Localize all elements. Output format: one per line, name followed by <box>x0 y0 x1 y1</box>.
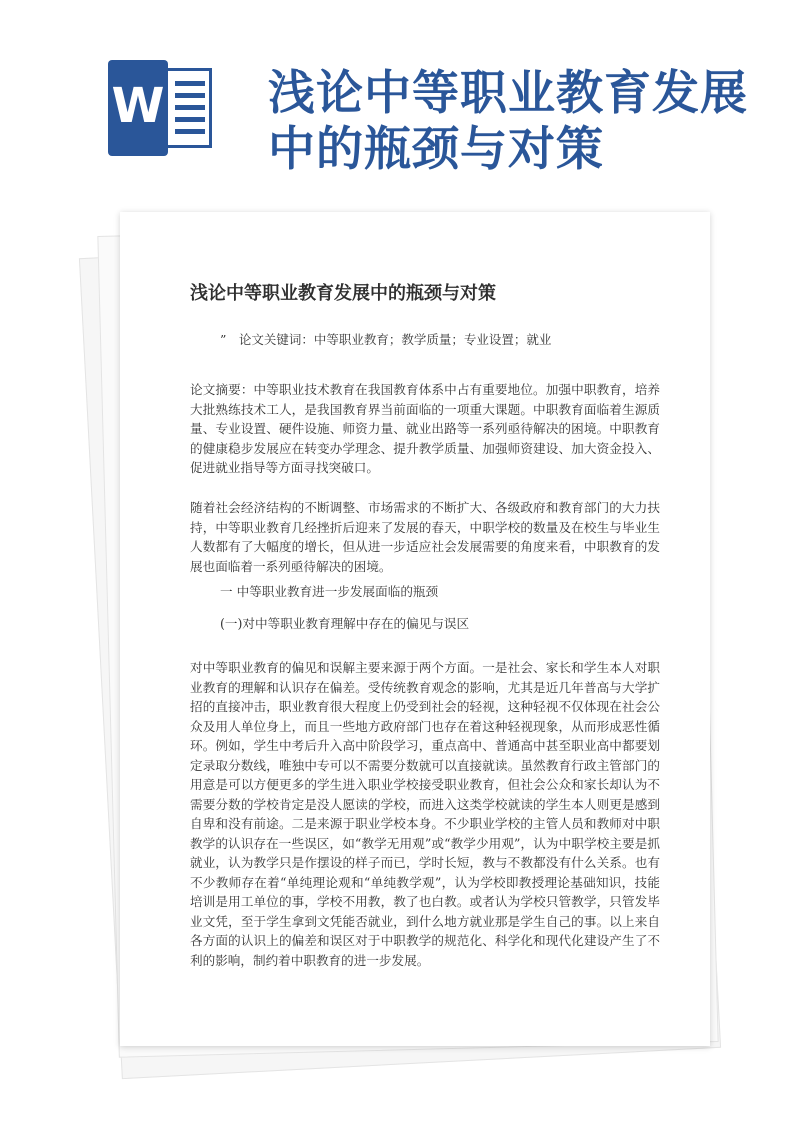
keywords-line: ” 论文关键词：中等职业教育；教学质量；专业设置；就业 <box>220 332 552 347</box>
document-page <box>120 212 710 1046</box>
banner <box>0 0 800 200</box>
section-heading: 一 中等职业教育进一步发展面临的瓶颈 <box>220 584 439 599</box>
abstract-paragraph: 论文摘要：中等职业技术教育在我国教育体系中占有重要地位。加强中职教育，培养大批熟练技术工人，是我国教育界当前面临的一项重大课题。中职教育面临着生源质量、专业设置、硬件设施、师资力量、就业出路等一系列亟待解决的困境。中职教育的健康稳步发展应在转变办学理念、提升教学质量、加强师资建设、加大资金投入、促进就业指导等方面寻找突破口。 <box>190 382 660 475</box>
word-document-icon <box>108 60 216 156</box>
banner-title: 浅论中等职业教育发展中的瓶颈与对策 <box>268 66 748 177</box>
intro-paragraph: 随着社会经济结构的不断调整、市场需求的不断扩大、各级政府和教育部门的大力扶持，中等职业教育几经挫折后迎来了发展的春天，中职学校的数量及在校生与毕业生人数都有了大幅度的增长，但从进一步适应社会发展需要的角度来看，中职教育的发展也面临着一系列亟待解决的困境。 <box>190 500 660 574</box>
subsection-heading: (一)对中等职业教育理解中存在的偏见与误区 <box>220 616 470 631</box>
document-title: 浅论中等职业教育发展中的瓶颈与对策 <box>190 283 496 304</box>
body-paragraph: 对中等职业教育的偏见和误解主要来源于两个方面。一是社会、家长和学生本人对职业教育的理解和认识存在偏差。受传统教育观念的影响，尤其是近几年普高与大学扩招的直接冲击，职业教育很大程度上仍受到社会的轻视，这种轻视不仅体现在社会公众及用人单位身上，而且一些地方政府部门也存在着这种轻视现象，从而形成恶性循环。例如，学生中考后升入高中阶段学习，重点高中、普通高中甚至职业高中都要划定录取分数线，唯独中专可以不需要分数就可以直接就读。虽然教育行政主管部门的用意是可以方便更多的学生进入职业学校接受职业教育，但社会公众和家长却认为不需要分数的学校肯定是没人愿读的学校，而进入这类学校就读的学生本人则更是感到自卑和没有前途。二是来源于职业学校本身。不少职业学校的主管人员和教师对中职教学的认识存在一些误区，如“教学无用观”或“教学少用观”，认为中职学校主要是抓就业，认为教学只是作摆设的样子而已，学时长短，教与不教都没有什么关系。也有不少教师存在着“单纯理论观和“单纯教学观”，认为学校即教授理论基础知识，技能培训是用工单位的事，学校不用教，教了也白教。或者认为学校只管教学，只管发毕业文凭，至于学生拿到文凭能否就业，到什么地方就业那是学生自己的事。以上来自各方面的认识上的偏差和误区对于中职教学的规范化、科学化和现代化建设产生了不利的影响，制约着中职教育的进一步发展。 <box>190 660 660 968</box>
word-icon-letter: W <box>111 78 165 134</box>
